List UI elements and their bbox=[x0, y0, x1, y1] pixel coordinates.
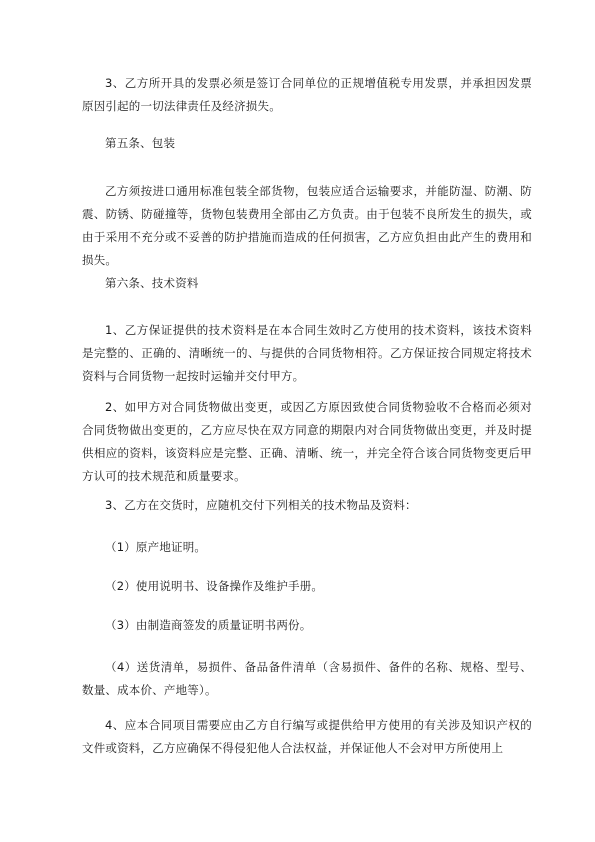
paragraph-invoice-requirement: 3、乙方所开具的发票必须是签订合同单位的正规增值税专用发票，并承担因发票原因引起的一切法律责任及经济损失。 bbox=[82, 76, 532, 113]
section-heading-packaging: 第五条、包装 bbox=[105, 136, 176, 150]
list-item-delivery-list: （4）送货清单，易损件、备品备件清单（含易损件、备件的名称、规格、型号、数量、成本价、产地等）。 bbox=[82, 660, 532, 697]
paragraph-packaging: 乙方须按进口通用标准包装全部货物，包装应适合运输要求，并能防湿、防潮、防震、防锈、防碰撞等，货物包装费用全部由乙方负责。由于包装不良所发生的损失，或由于采用不充分或不妥善的防护措施而造成的任何损害，乙方应负担由此产生的费用和损失。 bbox=[82, 184, 532, 267]
list-item-quality-certificate: （3）由制造商签发的质量证明书两份。 bbox=[105, 618, 312, 632]
paragraph-technical-docs-2: 2、如甲方对合同货物做出变更，或因乙方原因致使合同货物验收不合格而必须对合同货物做出变更的，乙方应尽快在双方同意的期限内对合同货物做出变更，并及时提供相应的资料，该资料应是完整、正确、清晰、统一，并完全符合该合同货物变更后甲方认可的技术规范和质量要求。 bbox=[82, 400, 532, 483]
list-item-origin-certificate: （1）原产地证明。 bbox=[105, 540, 207, 554]
paragraph-intellectual-property: 4、应本合同项目需要应由乙方自行编写或提供给甲方使用的有关涉及知识产权的文件或资料，乙方应确保不得侵犯他人合法权益，并保证他人不会对甲方所使用上 bbox=[82, 718, 532, 755]
list-item-manuals: （2）使用说明书、设备操作及维护手册。 bbox=[105, 579, 324, 593]
paragraph-technical-docs-1: 1、乙方保证提供的技术资料是在本合同生效时乙方使用的技术资料，该技术资料是完整的、正确的、清晰统一的、与提供的合同货物相符。乙方保证按合同规定将技术资料与合同货物一起按时运输并交付甲方。 bbox=[82, 323, 532, 383]
paragraph-technical-docs-3: 3、乙方在交货时，应随机交付下列相关的技术物品及资料： bbox=[105, 498, 417, 512]
section-heading-technical-docs: 第六条、技术资料 bbox=[105, 276, 199, 290]
